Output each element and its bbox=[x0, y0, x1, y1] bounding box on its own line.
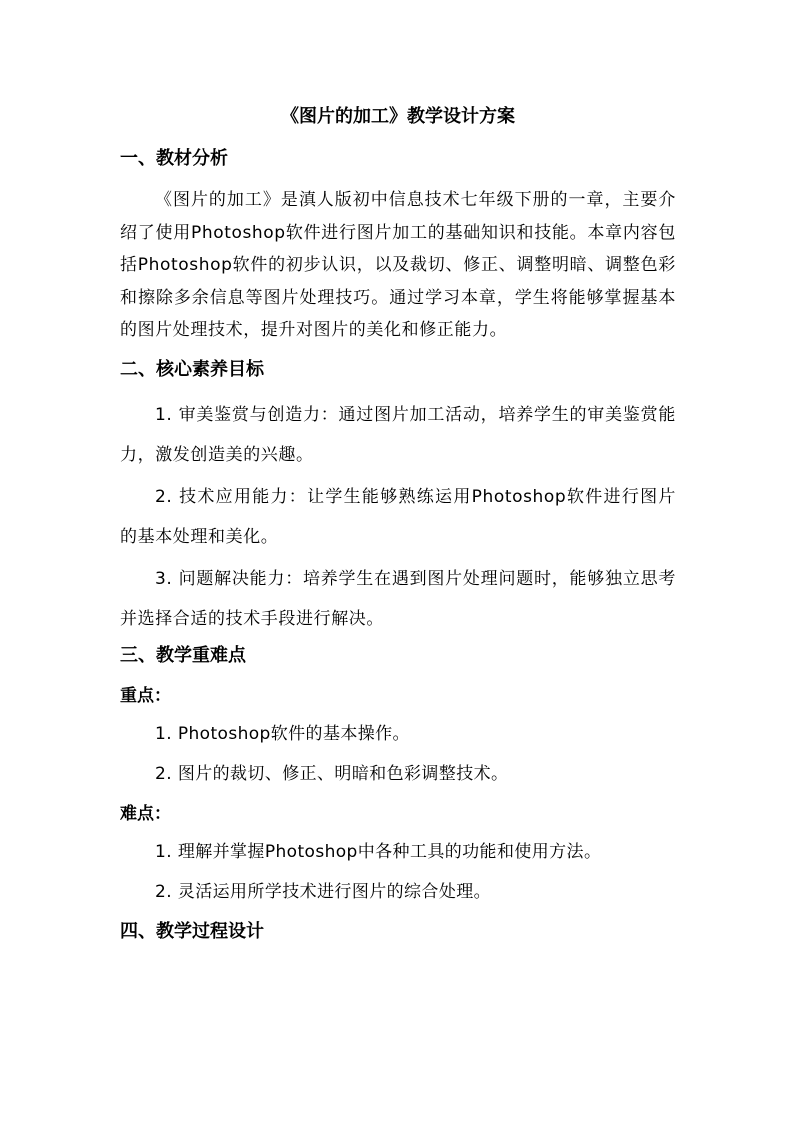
difficult-point-item-1: 1. 理解并掌握Photoshop中各种工具的功能和使用方法。 bbox=[155, 841, 602, 862]
key-point-item-1: 1. Photoshop软件的基本操作。 bbox=[155, 723, 410, 744]
key-points-label: 重点： bbox=[120, 685, 171, 706]
key-point-item-2: 2. 图片的裁切、修正、明暗和色彩调整技术。 bbox=[155, 763, 509, 784]
section-heading-core-literacy-goals: 二、核心素养目标 bbox=[120, 358, 264, 380]
document-body bbox=[120, 102, 676, 957]
section-heading-teaching-process: 四、教学过程设计 bbox=[120, 920, 264, 942]
section-heading-key-difficult-points: 三、教学重难点 bbox=[120, 644, 246, 666]
goal-item-1: 1. 审美鉴赏与创造力：通过图片加工活动，培养学生的审美鉴赏能力，激发创造美的兴趣。 bbox=[120, 404, 676, 465]
section-heading-textbook-analysis: 一、教材分析 bbox=[120, 148, 228, 169]
goal-item-2: 2. 技术应用能力：让学生能够熟练运用Photoshop软件进行图片的基本处理和美化。 bbox=[120, 486, 676, 547]
difficult-points-label: 难点： bbox=[120, 803, 171, 824]
textbook-analysis-paragraph: 《图片的加工》是滇人版初中信息技术七年级下册的一章，主要介绍了使用Photoshop软件进行图片加工的基础知识和技能。本章内容包括Photoshop软件的初步认识，以及裁切、修正、调整明暗、调整色彩和擦除多余信息等图片处理技巧。通过学习本章，学生将能够掌握基本的图片处理技术，提升对图片的美化和修正能力。 bbox=[120, 190, 676, 340]
difficult-point-item-2: 2. 灵活运用所学技术进行图片的综合处理。 bbox=[155, 881, 492, 902]
goal-item-3: 3. 问题解决能力：培养学生在遇到图片处理问题时，能够独立思考并选择合适的技术手段进行解决。 bbox=[120, 568, 676, 629]
document-title: 《图片的加工》教学设计方案 bbox=[281, 106, 515, 127]
